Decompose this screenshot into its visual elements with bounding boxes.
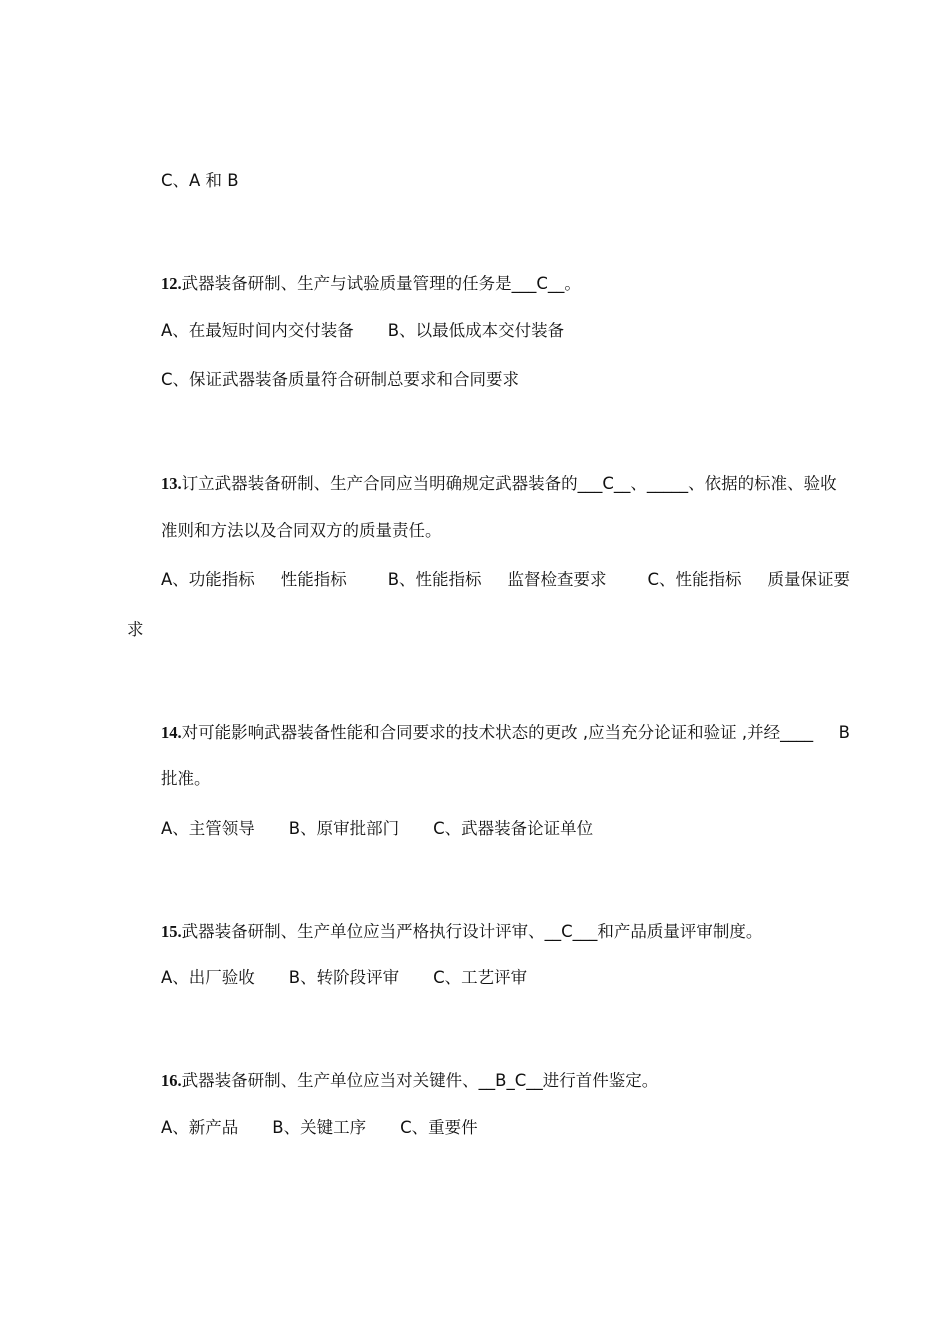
option-a: A、功能指标 性能指标 — [161, 570, 347, 589]
question-12-options — [161, 320, 850, 342]
answer-blank: ____ — [780, 723, 814, 742]
option-c: C、保证武器装备质量符合研制总要求和合同要求 — [161, 370, 520, 389]
option-a: A、在最短时间内交付装备 — [161, 321, 354, 340]
answer-blank-2: _____ — [646, 474, 689, 493]
question-13-stem-line1: 13.订立武器装备研制、生产合同应当明确规定武器装备的___C__、_____、依据的标准、验收 — [161, 474, 837, 493]
answer-blank: __B_C__ — [478, 1071, 543, 1090]
question-16-options — [161, 1117, 850, 1139]
option-c: C、武器装备论证单位 — [433, 819, 594, 838]
question-15-options — [161, 967, 850, 989]
answer-blank: ___C__ — [511, 274, 565, 293]
option-b: B、原审批部门 — [288, 819, 400, 838]
question-13-options — [161, 569, 850, 591]
option-a: A、新产品 — [161, 1118, 239, 1137]
question-number: 15. — [161, 922, 182, 941]
question-text: 武器装备研制、生产单位应当严格执行设计评审、 — [181, 922, 545, 941]
question-text: 武器装备研制、生产与试验质量管理的任务是 — [181, 274, 512, 293]
option-b: B、性能指标 监督检查要求 — [387, 570, 607, 589]
answer-letter: B — [838, 723, 850, 742]
option-c: C、重要件 — [400, 1118, 478, 1137]
continued-option-c: C、A 和 B — [161, 171, 239, 190]
question-number: 12. — [161, 274, 182, 293]
question-text: 武器装备研制、生产单位应当对关键件、 — [181, 1071, 479, 1090]
question-12-option-c — [161, 369, 850, 391]
question-14-stem-line2: 批准。 — [161, 769, 211, 788]
option-c: C、性能指标 质量保证要 — [647, 570, 850, 589]
question-number: 16. — [161, 1071, 182, 1090]
question-text: 对可能影响武器装备性能和合同要求的技术状态的更改 ,应当充分论证和验证 ,并经 — [181, 723, 781, 742]
question-13-option-wrap: 求 — [127, 620, 144, 639]
option-a: A、主管领导 — [161, 819, 255, 838]
option-a: A、出厂验收 — [161, 968, 255, 987]
answer-blank: ___C__ — [577, 474, 631, 493]
option-b: B、关键工序 — [272, 1118, 367, 1137]
question-12-stem: 12.武器装备研制、生产与试验质量管理的任务是___C__。 — [161, 274, 581, 293]
option-b: B、以最低成本交付装备 — [387, 321, 565, 340]
question-15-stem: 15.武器装备研制、生产单位应当严格执行设计评审、__C___和产品质量评审制度。 — [161, 922, 763, 941]
question-14-stem-line1 — [161, 722, 850, 744]
option-b: B、转阶段评审 — [288, 968, 400, 987]
question-text: 订立武器装备研制、生产合同应当明确规定武器装备的 — [181, 474, 578, 493]
question-13-stem-line2: 准则和方法以及合同双方的质量责任。 — [161, 521, 442, 540]
answer-blank: __C___ — [544, 922, 598, 941]
question-14-options — [161, 818, 850, 840]
option-c: C、工艺评审 — [433, 968, 528, 987]
question-16-stem: 16.武器装备研制、生产单位应当对关键件、__B_C__进行首件鉴定。 — [161, 1071, 659, 1090]
question-number: 14. — [161, 723, 182, 742]
question-number: 13. — [161, 474, 182, 493]
